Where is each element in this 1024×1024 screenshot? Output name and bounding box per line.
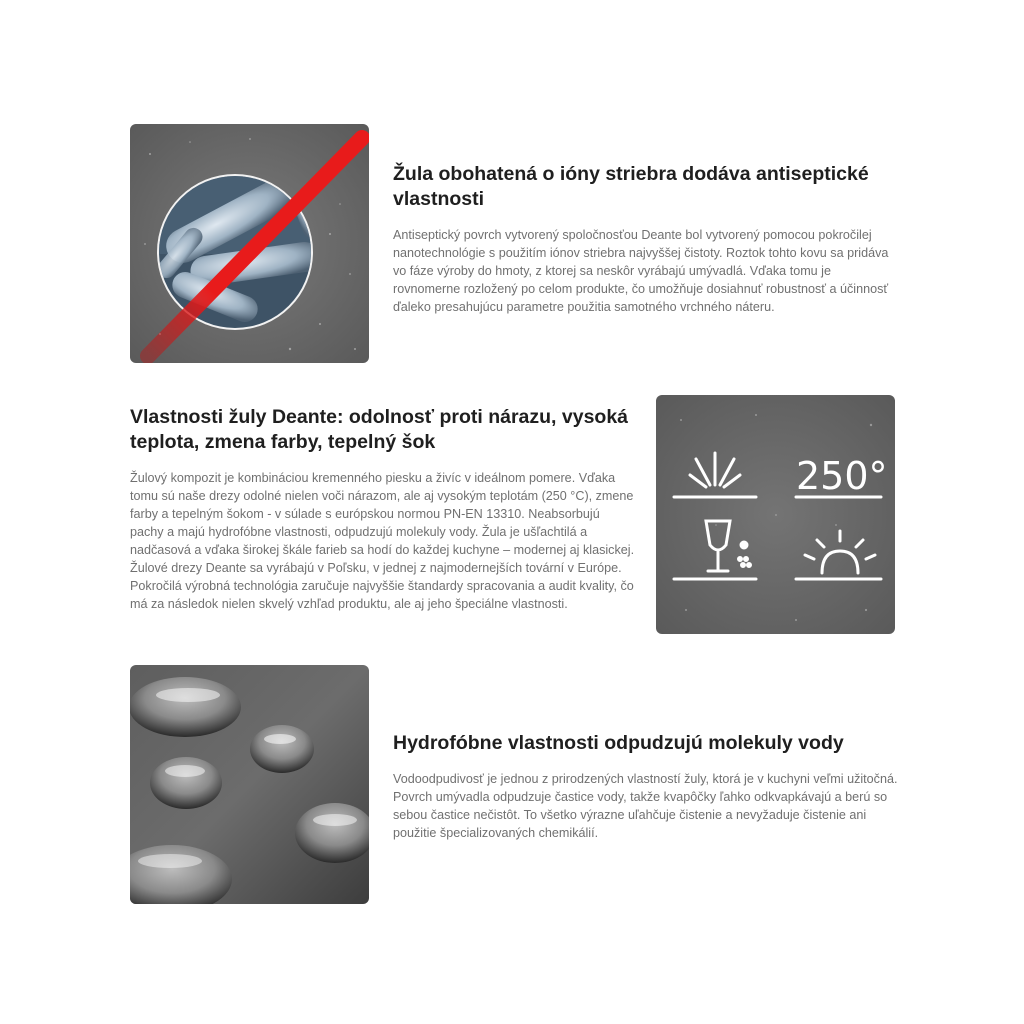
- hydrophobic-section: [130, 665, 896, 905]
- properties-icons-graphic: [656, 395, 895, 634]
- temperature-icon: [796, 454, 888, 498]
- antibacterial-image: [130, 124, 369, 363]
- antiseptic-text: [393, 162, 898, 316]
- hydrophobic-text: [393, 731, 898, 842]
- properties-image: [656, 395, 895, 634]
- properties-section: [130, 395, 896, 635]
- antiseptic-section: [130, 124, 896, 364]
- properties-text: [130, 405, 635, 613]
- hydrophobic-image: [130, 665, 369, 904]
- properties-title: Vlastnosti žuly Deante: odolnosť proti nárazu, vysoká teplota, zmena farby, tepelný šok: [130, 406, 629, 453]
- water-droplets-icon: [130, 665, 369, 904]
- antiseptic-title: Žula obohatená o ióny striebra dodáva antiseptické vlastnosti: [393, 163, 869, 210]
- temperature-label: 250°: [796, 454, 888, 498]
- hydrophobic-title: Hydrofóbne vlastnosti odpudzujú molekuly vody: [393, 732, 844, 754]
- crossed-out-bacteria-icon: [130, 124, 369, 363]
- hydrophobic-body: Vodoodpudivosť je jednou z prirodzených vlastností žuly, ktorá je v kuchyni veľmi užitočná. Povrch umývadla odpudzuje častice vody, takže kvapôčky ľahko odkvapkávajú a berú so sebou častice nečistôt. To všetko výrazne uľahčuje čistenie a nevyžaduje čistenie ani použitie špecializovaných chemikálií.: [393, 772, 898, 840]
- antiseptic-body: Antiseptický povrch vytvorený spoločnosťou Deante bol vytvorený pomocou pokročilej nanotechnológie s použitím iónov striebra najvyššej čistoty. Roztok tohto kovu sa pridáva vo fáze výroby do hmoty, z ktorej sa neskôr vyrábajú umývadlá. Vďaka tomu je rovnomerne rozložený po celom produkte, čo umožňuje dosiahnuť robustnosť a účinnosť ďaleko presahujúcu parametre použitia samotného vrchného náteru.: [393, 228, 889, 314]
- properties-body: Žulový kompozit je kombináciou kremenného piesku a živíc v ideálnom pomere. Vďaka tomu sú naše drezy odolné nielen voči nárazom, ale aj vysokým teplotám (250 °C), zmene farby a tepelným šokom - v súlade s európskou normou PN-EN 13310. Neabsorbujú pachy a majú hydrofóbne vlastnosti, odpudzujú molekuly vody. Žula je ušľachtilá a nadčasová a vďaka širokej škále farieb sa hodí do každej kuchyne – modernej aj klasickej. Žulové drezy Deante sa vyrábajú v Poľsku, v jednej z najmodernejších tovární v Európe. Pokročilá výrobná technológia zaručuje najvyššie štandardy spracovania a audit kvality, čo má za následok nielen skvelý vzhľad produktu, ale aj jeho špeciálne vlastnosti.: [130, 471, 635, 611]
